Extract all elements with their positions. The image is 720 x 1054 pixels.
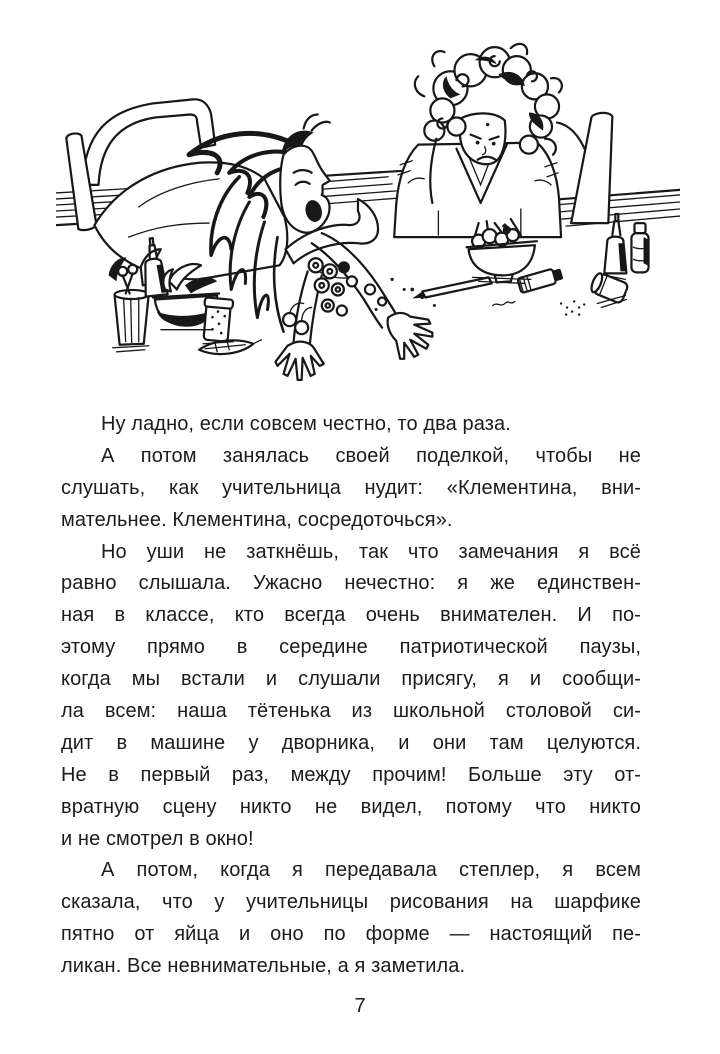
text-line: ная в классе, кто всегда очень внимателен. И по- (61, 604, 641, 627)
text-line: Не в первый раз, между прочим! Больше эту от- (61, 763, 641, 786)
text-line: Ну ладно, если совсем честно, то два раза. (101, 413, 511, 435)
text-line: А потом занялась своей поделкой, чтобы не (101, 444, 641, 467)
illustration-drawing (56, 26, 680, 390)
text-line: ла всем: наша тётенька из школьной столовой си- (61, 700, 641, 723)
text-line: мательнее. Клементина, сосредоточься». (61, 508, 453, 531)
artist-signature (493, 302, 515, 306)
text-line: этому прямо в середине патриотической паузы, (61, 636, 641, 659)
text-line: пятно от яйца и оно по форме — настоящий пе- (61, 923, 641, 946)
text-line: Но уши не заткнёшь, так что замечания я всё (101, 540, 641, 563)
text-line: когда мы встали и слушали присягу, я и сообщи- (61, 668, 641, 691)
right-kid (394, 44, 595, 237)
text-line: ликан. Все невнимательные, а я заметила. (61, 955, 466, 978)
sprinkles (560, 300, 586, 315)
illustration (56, 26, 680, 390)
text-line: равно слышала. Ужасно нечестно: я же единствен- (61, 572, 641, 595)
text-block (61, 409, 641, 983)
right-chair (571, 113, 612, 223)
text-line: дит в машине у дворника, и они там целуются. (61, 731, 641, 754)
page-number: 7 (354, 995, 366, 1017)
text-line: и не смотрел в окно! (61, 827, 254, 850)
text-line: сказала, что у учительницы рисования на шарфике (61, 891, 641, 914)
text-line: вратную сцену никто не видел, потому что никто (61, 795, 641, 818)
text-line: А потом, когда я передавала степлер, я всем (101, 859, 641, 882)
text-line: слушать, как учительница нудит: «Клементина, вни- (61, 476, 641, 499)
